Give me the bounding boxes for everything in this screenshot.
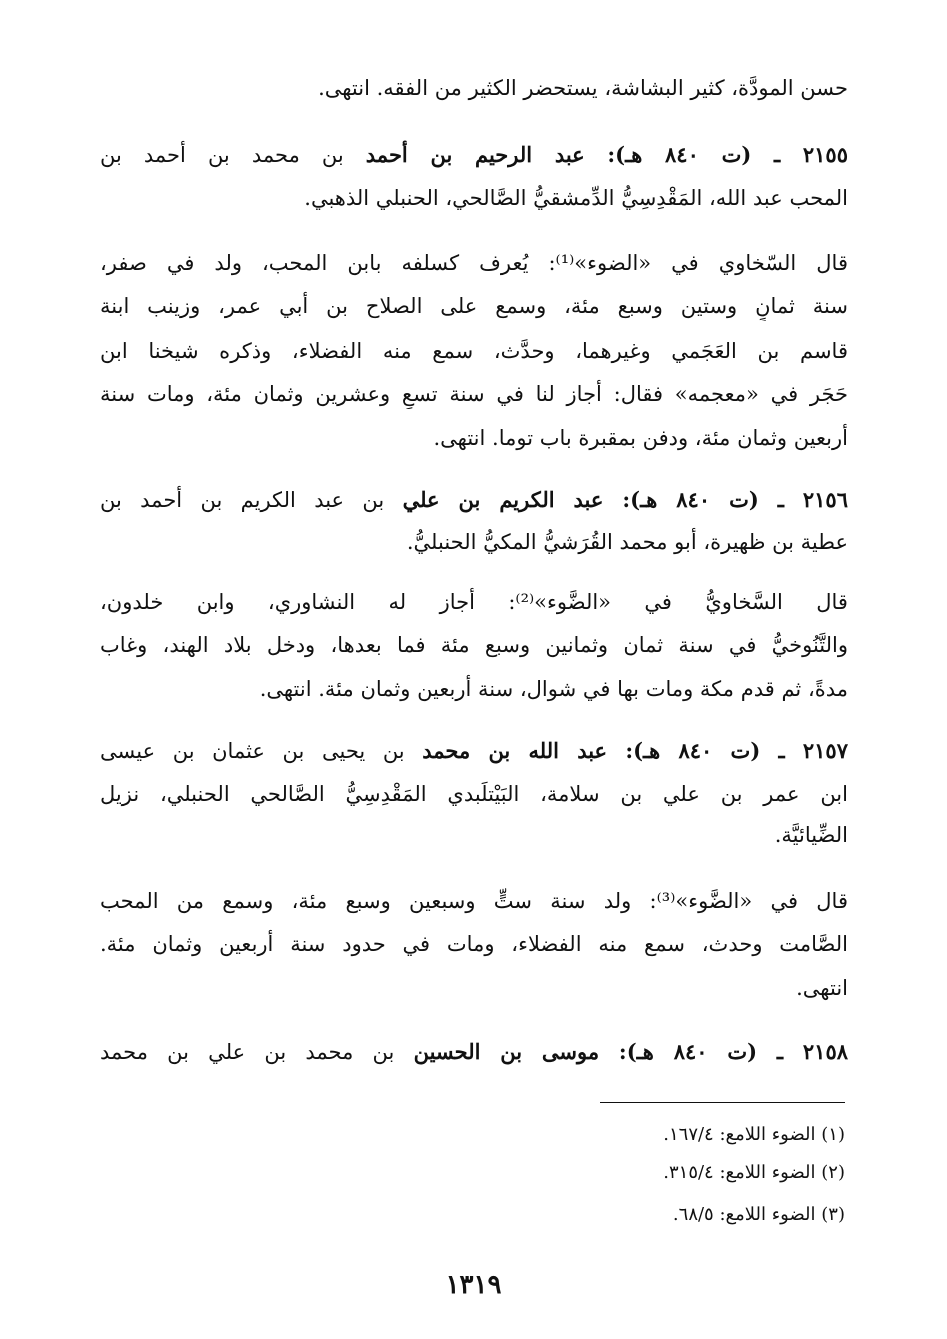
text-line: والتَّنُوخيُّ في سنة ثمان وثمانين وسبع مئة فما بعدها، ودخل بلاد الهند، وغاب (100, 633, 848, 657)
page-number: ١٣١٩ (445, 1270, 502, 1300)
text-line: حَجَر في «معجمه» فقال: أجاز لنا في سنة تسعٍ وعشرين وثمان مئة، ومات سنة (100, 382, 848, 406)
footnote-item: (٣) الضوء اللامع: ٦٨/٥. (672, 1204, 845, 1225)
footnote-item: (١) الضوء اللامع: ١٦٧/٤. (663, 1124, 845, 1145)
entry-title: ٢١٥٨ ـ (ت ٨٤٠ هـ): موسى بن الحسين (413, 1039, 848, 1064)
entry-title: ٢١٥٧ ـ (ت ٨٤٠ هـ): عبد الله بن محمد (422, 738, 848, 763)
entry-lineage: بن محمد بن أحمد بن (100, 143, 366, 167)
text-line: قاسم بن العَجَمي وغيرهما، وحدَّث، سمع منه الفضلاء، وذكره شيخنا ابن (100, 339, 848, 363)
text-line: قال السّخاوي في «الضوء»⁽¹⁾: يُعرف كسلفه بابن المحب، ولد في صفر، (100, 251, 848, 275)
text-line: حسن المودَّة، كثير البشاشة، يستحضر الكثير من الفقه. انتهى. (318, 76, 848, 100)
entry-heading-line (100, 1037, 848, 1067)
text-line: أربعين وثمان مئة، ودفن بمقبرة باب توما. انتهى. (433, 426, 848, 450)
text-line: ابن عمر بن علي بن سلامة، البَيْتلَبدي المَقْدِسِيُّ الصَّالحي الحنبلي، نزيل (100, 782, 848, 806)
text-line: الصَّامت وحدث، سمع منه الفضلاء، ومات في حدود سنة أربعين وثمان مئة. (100, 932, 848, 956)
entry-lineage: بن محمد بن علي بن محمد (100, 1040, 414, 1064)
entry-heading-line (100, 736, 848, 766)
footnote-separator (600, 1102, 845, 1103)
entry-lineage: بن عبد الكريم بن أحمد بن (100, 488, 403, 512)
entry-heading-line (100, 140, 848, 170)
text-line: الضِّيائيَّة. (774, 823, 848, 847)
entry-title: ٢١٥٥ ـ (ت ٨٤٠ هـ): عبد الرحيم بن أحمد (365, 142, 848, 167)
entry-lineage: بن يحيى بن عثمان بن عيسى (100, 739, 423, 763)
text-line: مدةً، ثم قدم مكة ومات بها في شوال، سنة أربعين وثمان مئة. انتهى. (259, 677, 848, 701)
footnote-item: (٢) الضوء اللامع: ٣١٥/٤. (663, 1162, 845, 1183)
text-line: قال السَّخاويُّ في «الضَّوء»⁽²⁾: أجاز له النشاوري، وابن خلدون، (100, 590, 848, 614)
text-line: سنة ثمانٍ وستين وسبع مئة، وسمع على الصلاح بن أبي عمر، وزينب ابنة (100, 294, 848, 318)
text-line: المحب عبد الله، المَقْدِسِيُّ الدِّمشقيُّ الصَّالحي، الحنبلي الذهبي. (304, 186, 848, 210)
text-line: انتهى. (796, 976, 848, 1000)
text-line: قال في «الضَّوء»⁽³⁾: ولد سنة ستٍّ وسبعين وسبع مئة، وسمع من المحب (100, 889, 848, 913)
entry-title: ٢١٥٦ ـ (ت ٨٤٠ هـ): عبد الكريم بن علي (402, 487, 848, 512)
text-line: عطية بن ظهيرة، أبو محمد القُرَشيُّ المكيُّ الحنبليُّ. (406, 530, 848, 554)
entry-heading-line (100, 485, 848, 515)
